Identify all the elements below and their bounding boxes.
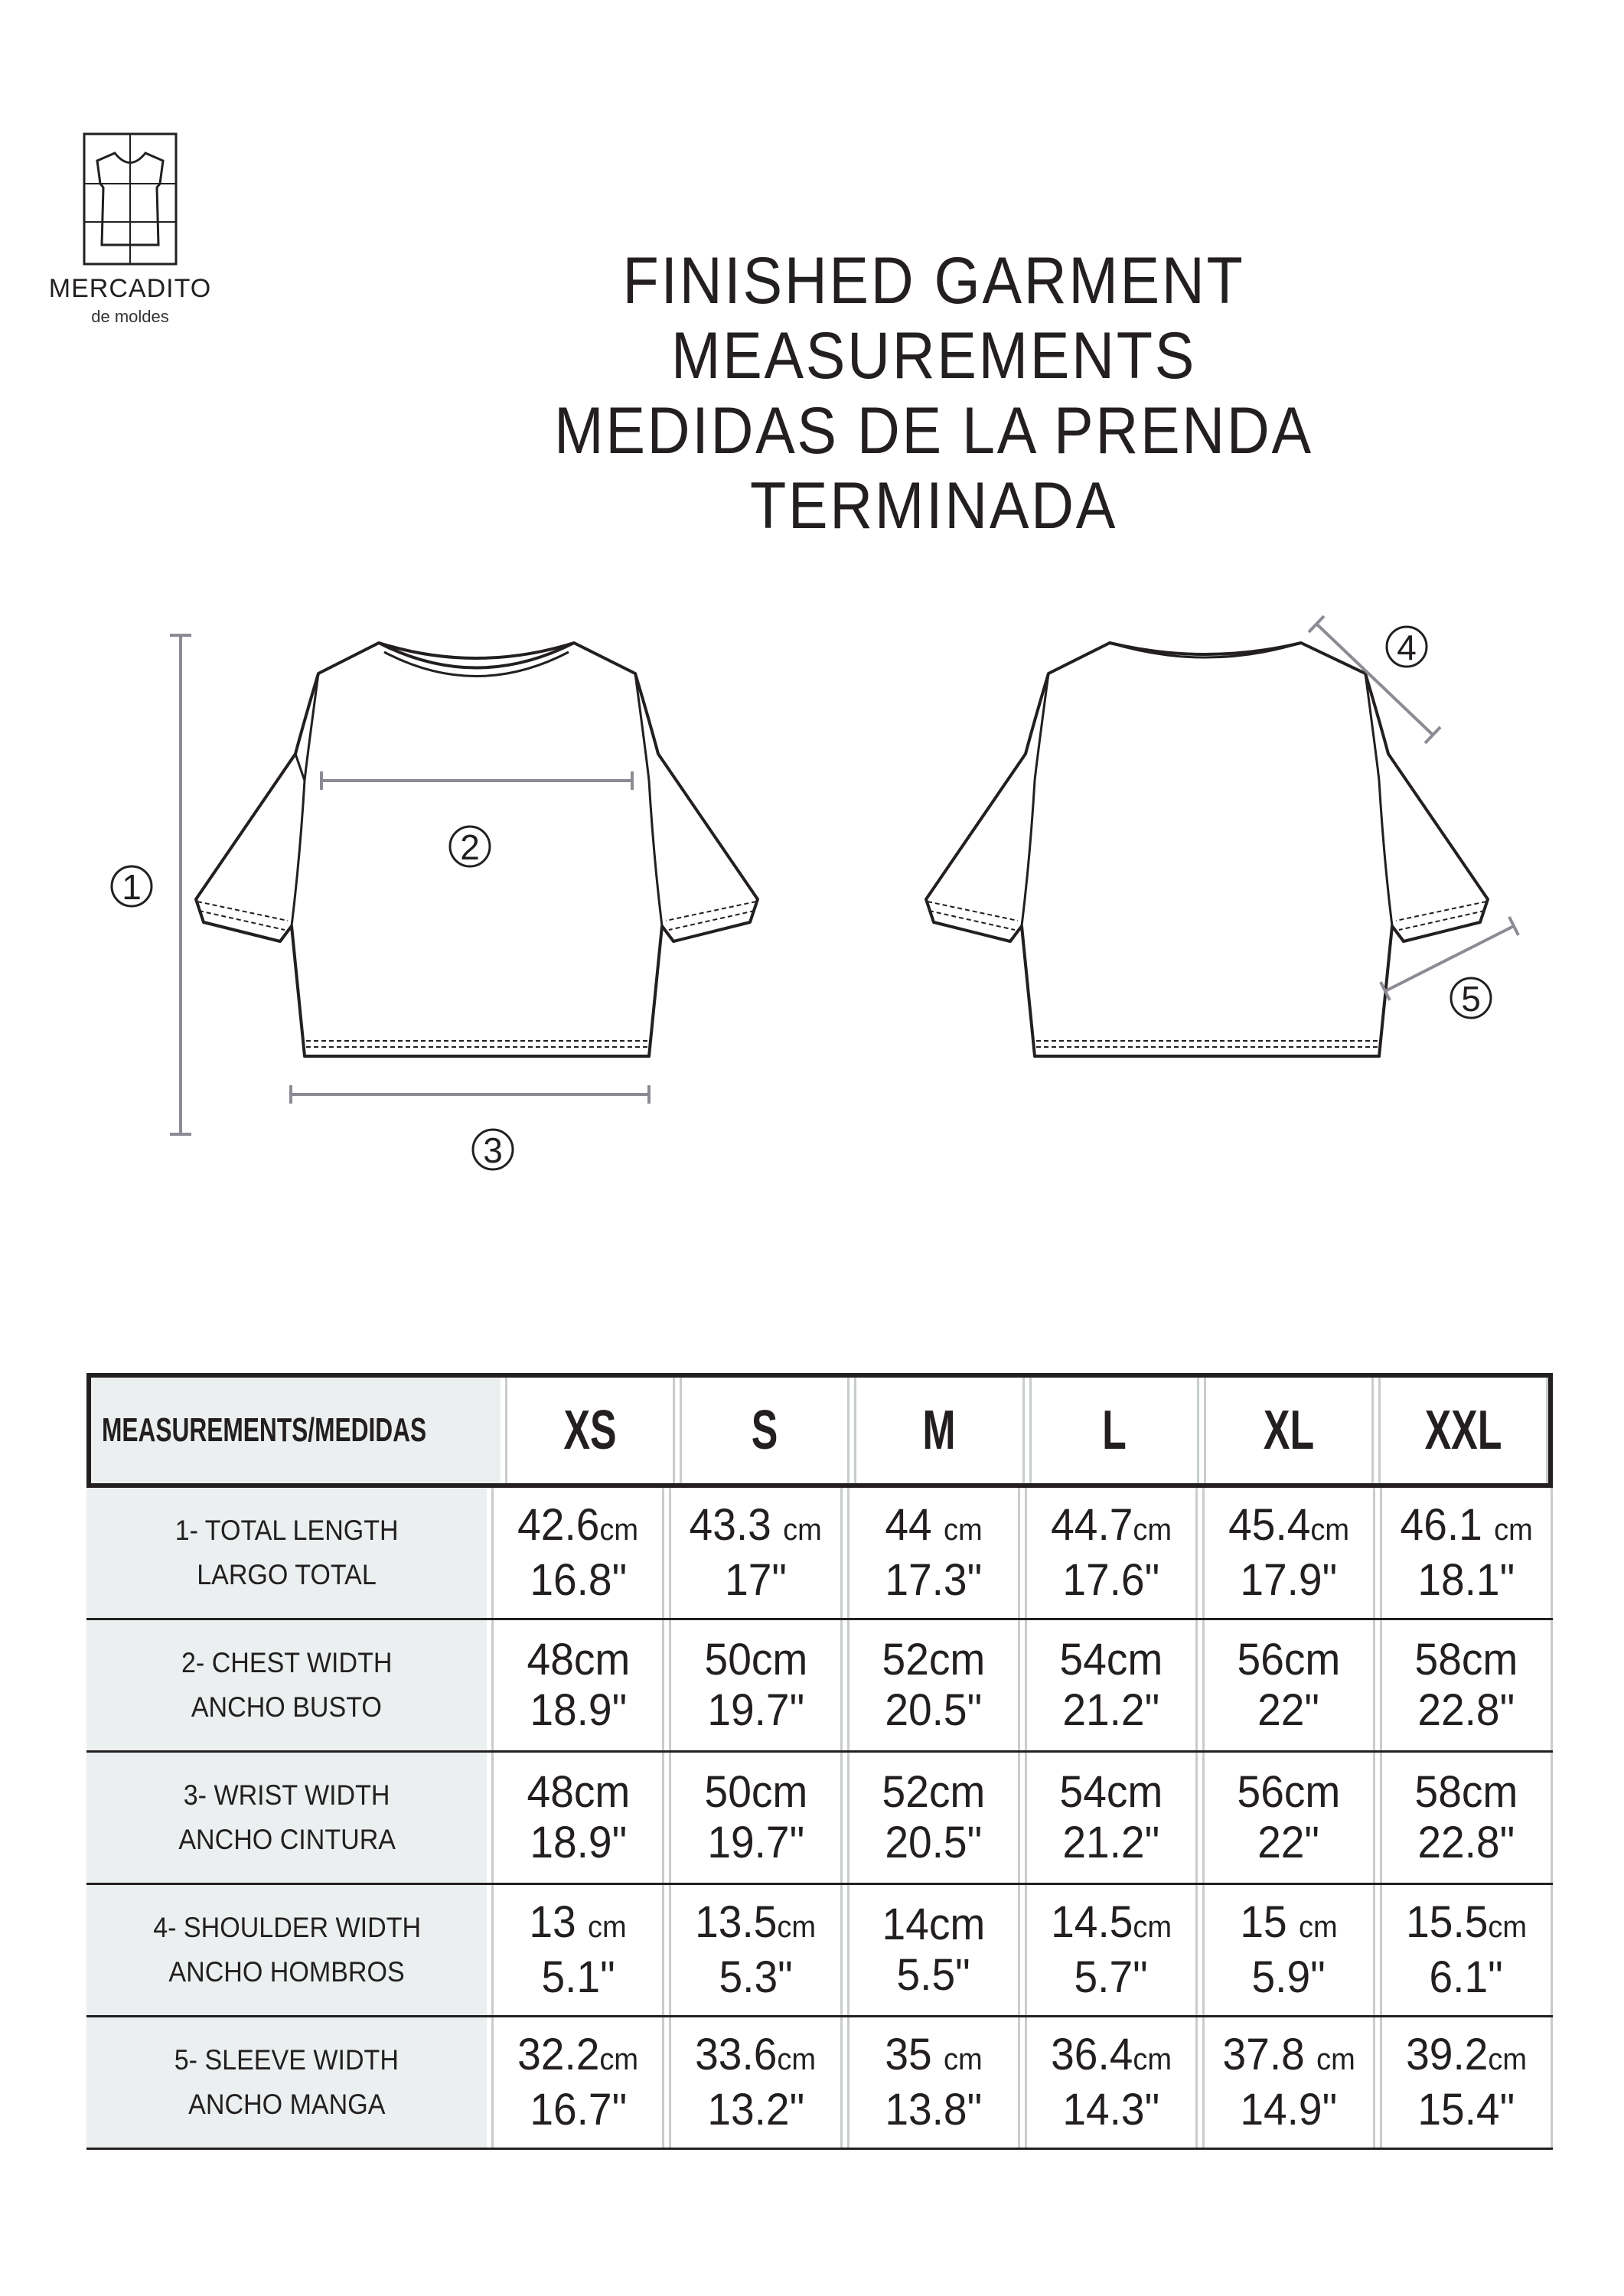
value-cm <box>704 1635 807 1685</box>
callout-3-label: 3 <box>483 1130 503 1170</box>
value-inches: 5.9" <box>1251 1952 1326 2002</box>
callout-2 <box>450 827 490 867</box>
value-inches: 17.3" <box>885 1555 983 1605</box>
value-cm <box>882 1635 985 1685</box>
value-inches: 5.3" <box>719 1952 793 2002</box>
measurement-label-en: 2- CHEST WIDTH <box>181 1647 393 1678</box>
callout-5-label: 5 <box>1461 979 1481 1019</box>
size-header-xl <box>1204 1378 1374 1483</box>
value-cm-number: 13.5 <box>695 1897 778 1947</box>
measurement-value-cell <box>847 2017 1020 2148</box>
value-cm-unit: cm <box>943 2043 983 2076</box>
value-inches: 19.7" <box>707 1818 804 1867</box>
measurement-value-cell <box>491 2017 664 2148</box>
value-cm-number: 54cm <box>1059 1767 1163 1817</box>
value-inches: 16.7" <box>530 2085 627 2135</box>
measurement-value-cell <box>1025 1488 1198 1618</box>
measurement-label-es: LARGO TOTAL <box>197 1559 377 1590</box>
size-header-l <box>1029 1378 1199 1483</box>
measurement-value-cell <box>669 2017 842 2148</box>
value-cm-unit: cm <box>1488 1910 1527 1944</box>
measurement-value-cell <box>491 1488 664 1618</box>
measurement-value-cell <box>847 1753 1020 1883</box>
value-inches: 16.8" <box>530 1555 627 1605</box>
value-cm-number: 52cm <box>882 1767 986 1817</box>
header-label: MEASUREMENTS/MEDIDAS <box>102 1411 427 1449</box>
value-cm-number: 48cm <box>527 1635 630 1684</box>
value-cm-number: 14cm <box>882 1900 986 1949</box>
value-cm <box>517 1500 638 1555</box>
value-cm-number: 54cm <box>1059 1635 1163 1684</box>
value-cm <box>1237 1767 1340 1818</box>
measurement-value-cell <box>1025 1620 1198 1750</box>
value-cm-number: 35 <box>884 2030 944 2079</box>
value-cm-number: 44 <box>884 1500 944 1550</box>
callout-4-label: 4 <box>1397 628 1417 667</box>
value-cm <box>704 1767 807 1818</box>
title-english: FINISHED GARMENT MEASUREMENTS <box>622 244 1245 393</box>
value-cm-unit: cm <box>1488 2043 1527 2076</box>
table-body <box>86 1488 1553 2150</box>
value-cm-number: 15.5 <box>1405 1897 1489 1947</box>
value-inches: 18.1" <box>1417 1555 1515 1605</box>
value-inches: 22" <box>1257 1685 1320 1735</box>
value-cm-number: 58cm <box>1414 1767 1518 1817</box>
callout-1-label: 1 <box>122 867 142 907</box>
value-cm-number: 15 <box>1240 1897 1299 1947</box>
table-row <box>86 1488 1553 1620</box>
size-label: XS <box>563 1400 617 1461</box>
measure-total-length-line <box>170 635 191 1134</box>
measurement-value-cell <box>1380 1753 1553 1883</box>
value-cm-unit: cm <box>777 2043 817 2076</box>
value-cm-number: 14.5 <box>1050 1897 1133 1947</box>
value-inches: 19.7" <box>707 1685 804 1735</box>
measurement-label-cell <box>86 1753 487 1883</box>
value-cm-number: 58cm <box>1414 1635 1518 1684</box>
measurement-value-cell <box>847 1488 1020 1618</box>
value-cm-unit: cm <box>783 1513 823 1547</box>
value-cm-unit: cm <box>599 1513 639 1547</box>
value-inches: 21.2" <box>1062 1818 1160 1867</box>
value-inches: 22" <box>1257 1818 1320 1867</box>
measurement-value-cell <box>669 1753 842 1883</box>
measurement-value-cell <box>1202 1620 1375 1750</box>
value-inches: 5.1" <box>541 1952 615 2002</box>
value-cm <box>882 1767 985 1818</box>
callout-3 <box>473 1130 513 1170</box>
value-inches: 17.9" <box>1240 1555 1338 1605</box>
value-inches: 5.5" <box>896 1950 970 2000</box>
value-cm <box>1059 1767 1163 1818</box>
measurement-value-cell <box>1025 1885 1198 2015</box>
value-cm-unit: cm <box>588 1910 628 1944</box>
value-cm <box>690 1500 822 1555</box>
measurement-label-es: ANCHO HOMBROS <box>168 1956 405 1988</box>
value-cm <box>1222 2030 1355 2085</box>
value-inches: 21.2" <box>1062 1685 1160 1735</box>
value-cm-unit: cm <box>1310 1513 1349 1547</box>
table-header-row <box>86 1373 1553 1488</box>
value-cm <box>1051 2030 1172 2085</box>
measurement-label-cell <box>86 2017 487 2148</box>
value-cm <box>696 1897 817 1952</box>
value-cm <box>1415 1767 1518 1818</box>
measurement-value-cell <box>1025 1753 1198 1883</box>
measurement-label-en: 3- WRIST WIDTH <box>183 1779 390 1811</box>
value-cm-number: 39.2 <box>1405 2030 1489 2079</box>
value-cm <box>885 2030 982 2085</box>
value-cm-unit: cm <box>777 1910 817 1944</box>
measurement-value-cell <box>847 1885 1020 2015</box>
measurement-value-cell <box>491 1753 664 1883</box>
size-header-xxl <box>1378 1378 1548 1483</box>
value-cm-number: 36.4 <box>1050 2030 1133 2079</box>
value-inches: 22.8" <box>1417 1818 1515 1867</box>
measurement-label-es: ANCHO CINTURA <box>178 1824 396 1855</box>
size-header-xs <box>505 1378 675 1483</box>
measurement-value-cell <box>847 1620 1020 1750</box>
value-cm <box>885 1500 982 1555</box>
size-label: XL <box>1263 1400 1314 1461</box>
measurement-label-en: 5- SLEEVE WIDTH <box>174 2044 399 2076</box>
value-inches: 5.7" <box>1074 1952 1148 2002</box>
measurement-label-en: 4- SHOULDER WIDTH <box>152 1912 421 1943</box>
value-cm-number: 13 <box>529 1897 589 1947</box>
value-cm <box>527 1635 630 1685</box>
measurements-table <box>86 1373 1553 2150</box>
value-cm <box>1051 1500 1172 1555</box>
callout-5 <box>1451 978 1491 1019</box>
value-cm-unit: cm <box>1133 1910 1172 1944</box>
size-header-m <box>854 1378 1024 1483</box>
measurement-label-cell <box>86 1885 487 2015</box>
measure-chest-width-line <box>321 771 632 790</box>
logo-subtitle: de moldes <box>91 307 169 326</box>
measurement-value-cell <box>1380 1885 1553 2015</box>
size-label: XXL <box>1424 1400 1502 1461</box>
size-label: S <box>751 1400 778 1461</box>
value-cm-number: 52cm <box>882 1635 986 1684</box>
value-cm-unit: cm <box>1133 2043 1172 2076</box>
value-inches: 15.4" <box>1417 2085 1515 2135</box>
value-cm-number: 43.3 <box>689 1500 784 1550</box>
value-inches: 13.2" <box>707 2085 804 2135</box>
measurement-value-cell <box>669 1488 842 1618</box>
size-header-s <box>680 1378 850 1483</box>
measurement-value-cell <box>491 1620 664 1750</box>
value-inches: 6.1" <box>1429 1952 1504 2002</box>
table-row <box>86 2017 1553 2150</box>
callout-2-label: 2 <box>460 827 480 867</box>
value-cm <box>1228 1500 1349 1555</box>
table-row <box>86 1885 1553 2017</box>
callout-1 <box>112 866 152 907</box>
table-row <box>86 1620 1553 1753</box>
value-cm <box>1406 2030 1527 2085</box>
value-inches: 20.5" <box>885 1818 983 1867</box>
measure-hem-width-line <box>291 1085 649 1104</box>
value-inches: 18.9" <box>530 1685 627 1735</box>
value-cm <box>1400 1500 1532 1555</box>
measurement-label-cell <box>86 1620 487 1750</box>
measure-shoulder-width-line <box>1309 616 1440 743</box>
value-inches: 18.9" <box>530 1818 627 1867</box>
header-label-cell <box>91 1378 501 1483</box>
value-cm-number: 32.2 <box>517 2030 600 2079</box>
title-spanish: MEDIDAS DE LA PRENDA TERMINADA <box>554 394 1313 543</box>
logo-name: MERCADITO <box>48 274 212 303</box>
value-cm-number: 42.6 <box>517 1500 600 1550</box>
measurement-value-cell <box>1202 1885 1375 2015</box>
size-label: M <box>922 1400 957 1461</box>
value-cm-number: 56cm <box>1237 1767 1341 1817</box>
value-inches: 14.3" <box>1062 2085 1160 2135</box>
value-inches: 13.8" <box>885 2085 983 2135</box>
measurement-label-en: 1- TOTAL LENGTH <box>174 1515 399 1546</box>
value-cm-unit: cm <box>1298 1910 1338 1944</box>
value-cm-number: 45.4 <box>1228 1500 1311 1550</box>
value-cm <box>1059 1635 1163 1685</box>
value-cm <box>517 2030 638 2085</box>
callout-4 <box>1387 627 1427 667</box>
measurement-value-cell <box>1025 2017 1198 2148</box>
value-cm-unit: cm <box>1133 1513 1172 1547</box>
value-cm-unit: cm <box>1316 2043 1355 2076</box>
value-cm <box>882 1900 985 1950</box>
value-cm-number: 37.8 <box>1222 2030 1316 2079</box>
value-cm-number: 50cm <box>704 1767 807 1817</box>
value-cm <box>696 2030 817 2085</box>
value-cm-unit: cm <box>943 1513 983 1547</box>
measurement-value-cell <box>1380 1620 1553 1750</box>
measurement-value-cell <box>1380 2017 1553 2148</box>
value-cm <box>1237 1635 1340 1685</box>
value-cm-number: 46.1 <box>1400 1500 1494 1550</box>
size-label: L <box>1101 1400 1127 1461</box>
measurement-value-cell <box>1380 1488 1553 1618</box>
measurement-value-cell <box>669 1620 842 1750</box>
measurement-value-cell <box>1202 1488 1375 1618</box>
value-cm-number: 50cm <box>704 1635 807 1684</box>
measurement-label-es: ANCHO BUSTO <box>191 1691 383 1723</box>
measurement-value-cell <box>669 1885 842 2015</box>
value-inches: 17" <box>725 1555 787 1605</box>
value-cm-number: 56cm <box>1237 1635 1341 1684</box>
value-cm <box>1406 1897 1527 1952</box>
value-cm <box>527 1767 630 1818</box>
value-cm <box>1415 1635 1518 1685</box>
value-inches: 14.9" <box>1240 2085 1338 2135</box>
value-cm-unit: cm <box>599 2043 639 2076</box>
value-cm-number: 48cm <box>527 1767 630 1817</box>
measurement-value-cell <box>1202 2017 1375 2148</box>
measurement-value-cell <box>491 1885 664 2015</box>
value-cm-number: 44.7 <box>1050 1500 1133 1550</box>
value-cm-unit: cm <box>1493 1513 1533 1547</box>
measurement-label-cell <box>86 1488 487 1618</box>
measurement-label-es: ANCHO MANGA <box>188 2089 386 2120</box>
value-cm <box>530 1897 627 1952</box>
value-inches: 17.6" <box>1062 1555 1160 1605</box>
value-cm <box>1051 1897 1172 1952</box>
value-inches: 22.8" <box>1417 1685 1515 1735</box>
measurement-value-cell <box>1202 1753 1375 1883</box>
value-inches: 20.5" <box>885 1685 983 1735</box>
table-row <box>86 1753 1553 1885</box>
value-cm <box>1240 1897 1337 1952</box>
value-cm-number: 33.6 <box>695 2030 778 2079</box>
